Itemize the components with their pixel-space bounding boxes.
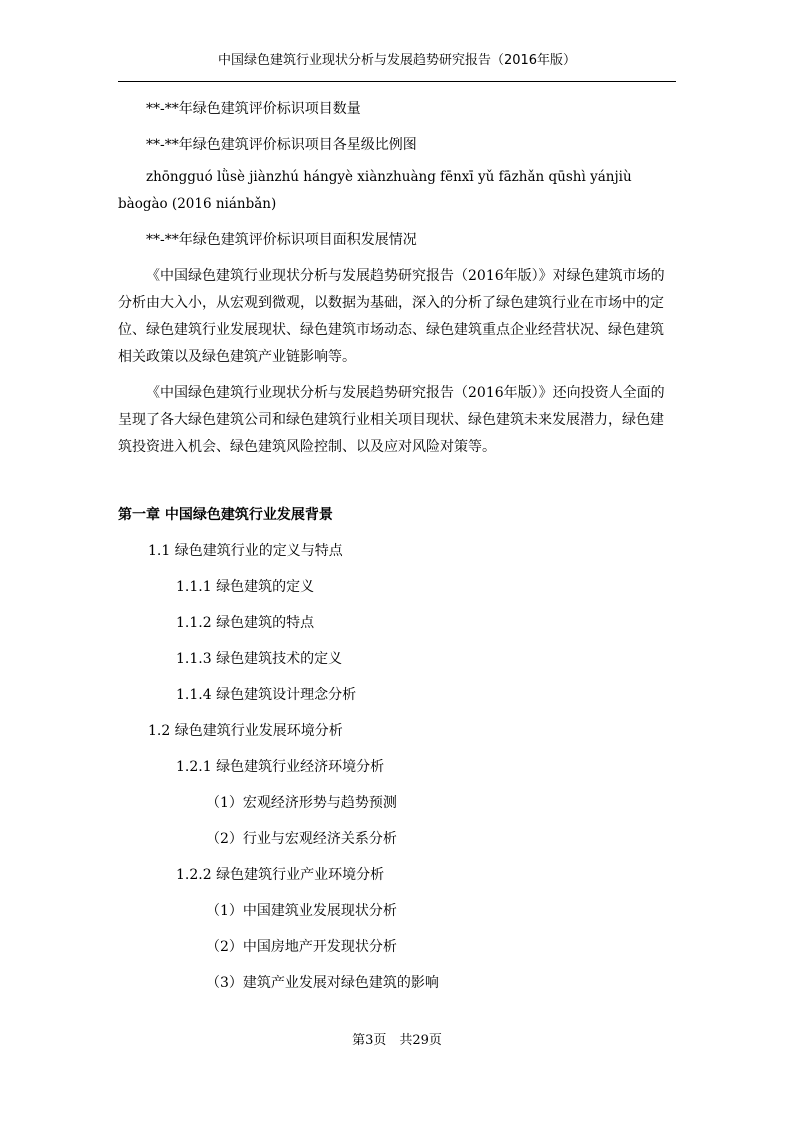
chapter-heading: 第一章 中国绿色建筑行业发展背景 bbox=[118, 507, 333, 523]
toc-subsection: 1.1.2 绿色建筑的特点 bbox=[176, 615, 315, 631]
toc-item: （1）中国建筑业发展现状分析 bbox=[206, 903, 397, 919]
toc-item: （3）建筑产业发展对绿色建筑的影响 bbox=[206, 975, 439, 991]
toc-subsection: 1.1.3 绿色建筑技术的定义 bbox=[176, 651, 343, 667]
toc-subsection: 1.2.2 绿色建筑行业产业环境分析 bbox=[176, 867, 385, 883]
pinyin-title: zhōngguó lǜsè jiànzhú hángyè xiànzhuàng fēnxī yǔ fāzhǎn qūshì yánjiù bàogào (2016 niánbǎn) bbox=[118, 169, 632, 212]
list-item: **-**年绿色建筑评价标识项目各星级比例图 bbox=[146, 137, 417, 153]
page-header: 中国绿色建筑行业现状分析与发展趋势研究报告（2016年版） bbox=[217, 53, 577, 68]
toc-section: 1.1 绿色建筑行业的定义与特点 bbox=[148, 543, 343, 559]
toc-section: 1.2 绿色建筑行业发展环境分析 bbox=[148, 723, 343, 739]
toc-subsection: 1.2.1 绿色建筑行业经济环境分析 bbox=[176, 759, 385, 775]
toc-item: （1）宏观经济形势与趋势预测 bbox=[206, 795, 397, 811]
list-item: **-**年绿色建筑评价标识项目面积发展情况 bbox=[146, 232, 417, 248]
intro-paragraph: 《中国绿色建筑行业现状分析与发展趋势研究报告（2016年版）》对绿色建筑市场的分析由大入小，从宏观到微观，以数据为基础，深入的分析了绿色建筑行业在市场中的定位、绿色建筑行业发展现状、绿色建筑市场动态、绿色建筑重点企业经营状况、绿色建筑相关政策以及绿色建筑产业链影响等。 bbox=[118, 268, 665, 365]
intro-paragraph: 《中国绿色建筑行业现状分析与发展趋势研究报告（2016年版）》还向投资人全面的呈现了各大绿色建筑公司和绿色建筑行业相关项目现状、绿色建筑未来发展潜力，绿色建筑投资进入机会、绿色建筑风险控制、以及应对风险对策等。 bbox=[118, 385, 665, 455]
toc-item: （2）行业与宏观经济关系分析 bbox=[206, 831, 397, 847]
toc-item: （2）中国房地产开发现状分析 bbox=[206, 939, 397, 955]
header-rule bbox=[118, 81, 676, 82]
list-item: **-**年绿色建筑评价标识项目数量 bbox=[146, 101, 361, 117]
page-body bbox=[118, 96, 676, 995]
page-footer: 第3页 共29页 bbox=[352, 1033, 442, 1048]
toc-subsection: 1.1.1 绿色建筑的定义 bbox=[176, 579, 315, 595]
toc-subsection: 1.1.4 绿色建筑设计理念分析 bbox=[176, 687, 357, 703]
